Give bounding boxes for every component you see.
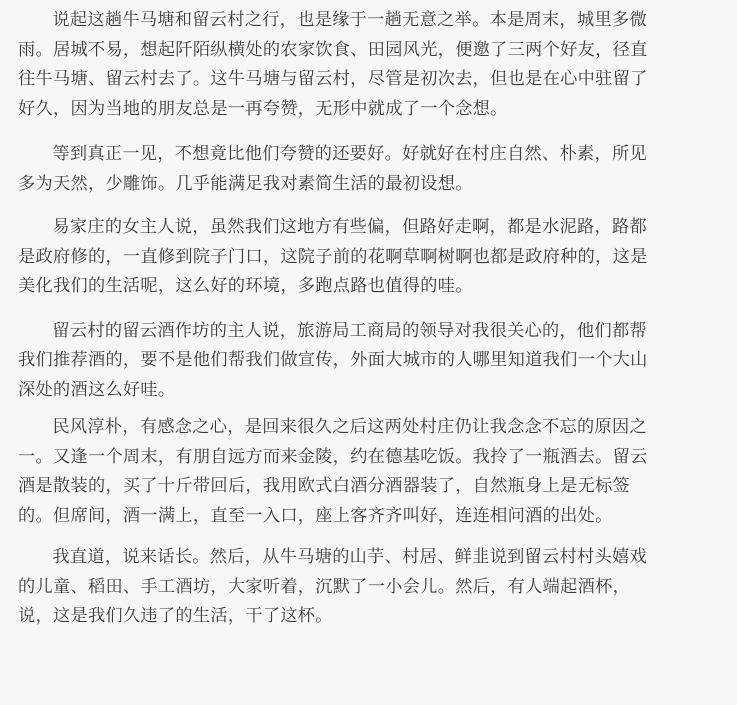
paragraph-3: 易家庄的女主人说，虽然我们这地方有些偏，但路好走啊，都是水泥路，路都 是政府修的，一直修到院子门口，这院子前的花啊草啊树啊也都是政府种的，这是 美化我们的生活呢，这么好的环境，多跑点路也值得的哇。 xyxy=(18,217,648,296)
paragraph-1: 说起这趟牛马塘和留云村之行，也是缘于一趟无意之举。本是周末，城里多微 雨。居城不易，想起阡陌纵横处的农家饮食、田园风光，便邀了三两个好友，径直 往牛马塘、留云村去了。这牛马塘与留云村，尽管是初次去，但也是在心中驻留了 好久，因为当地的朋友总是一再夸赞，无形中就成了一个念想。 xyxy=(18,10,648,119)
paragraph-4: 留云村的留云酒作坊的主人说，旅游局工商局的领导对我很关心的，他们都帮 我们推荐酒的，要不是他们帮我们做宣传，外面大城市的人哪里知道我们一个大山 深处的酒这么好哇。 xyxy=(18,320,648,400)
paragraph-6: 我直道，说来话长。然后，从牛马塘的山芋、村居、鲜韭说到留云村村头嬉戏 的儿童、稻田、手工酒坊，大家听着，沉默了一小会儿。然后，有人端起酒杯， 说，这是我们久违了的生活，干了这杯。 xyxy=(18,547,647,626)
paragraph-5: 民风淳朴，有感念之心，是回来很久之后这两处村庄仍让我念念不忘的原因之 一。又逢一个周末，有朋自远方而来金陵，约在德基吃饭。我拎了一瓶酒去。留云 酒是散装的，买了十斤带回后，我用欧式白酒分酒器装了，自然瓶身上是无标签 的。但席间，酒一满上，直至一入口，座上客齐齐叫好，连连相问酒的出处。 xyxy=(18,417,648,526)
paragraph-2: 等到真正一见，不想竟比他们夸赞的还要好。好就好在村庄自然、朴素，所见 多为天然，少雕饰。几乎能满足我对素简生活的最初设想。 xyxy=(18,144,647,194)
